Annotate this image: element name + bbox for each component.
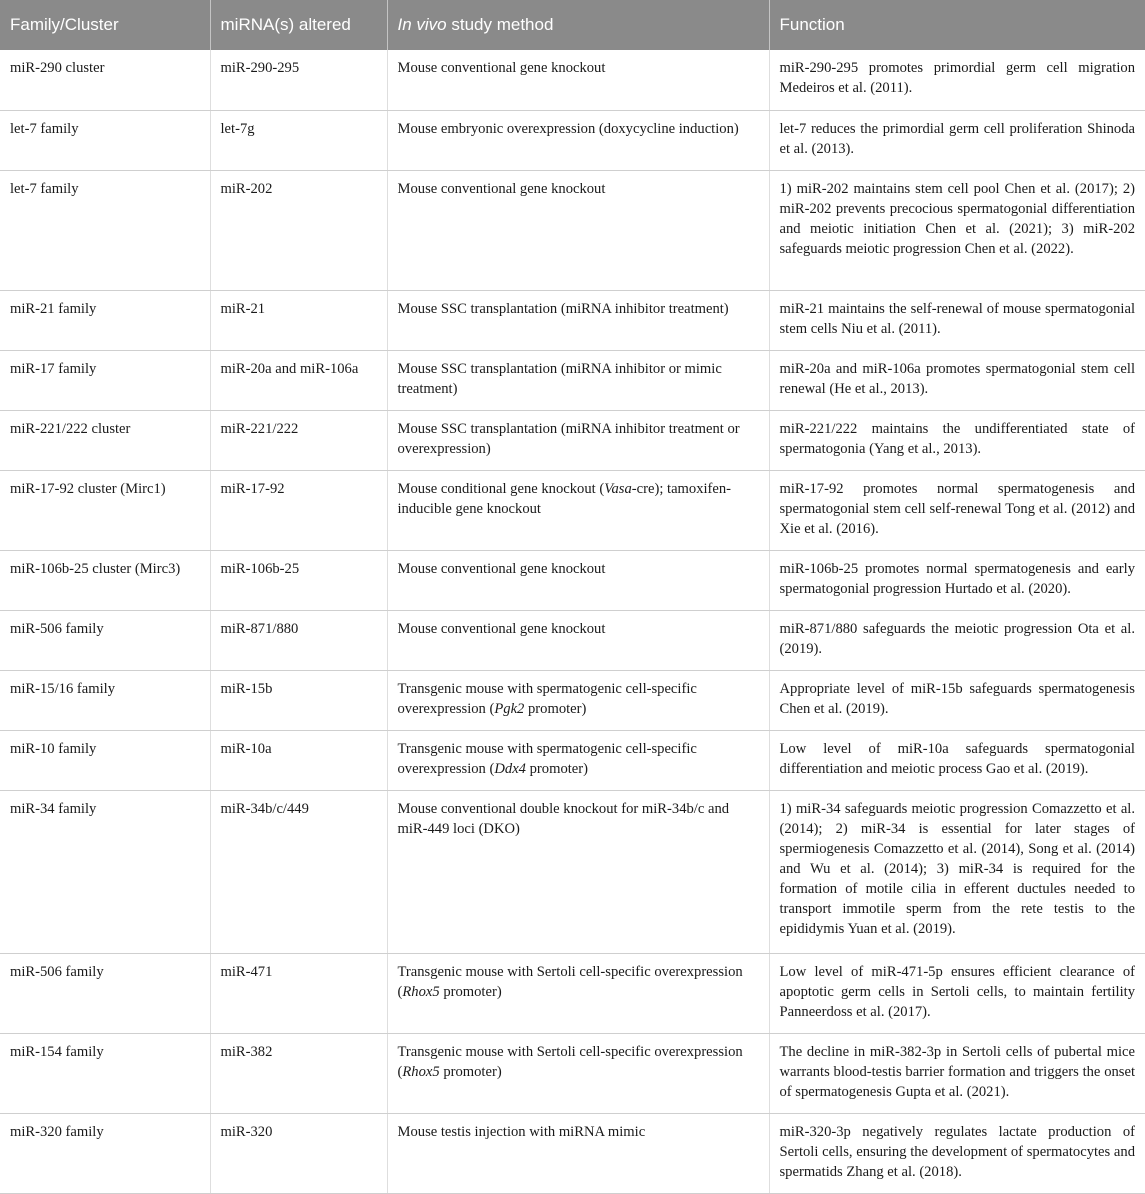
cell-function: miR-221/222 maintains the undifferentiated state of spermatogonia (Yang et al., 2013). (769, 410, 1145, 470)
cell-method: Mouse SSC transplantation (miRNA inhibitor treatment) (387, 290, 769, 350)
cell-method: Mouse conventional gene knockout (387, 170, 769, 290)
cell-mirna: miR-382 (210, 1033, 387, 1113)
method-text: promoter) (525, 760, 588, 777)
table-row (0, 550, 1145, 610)
table-row (0, 470, 1145, 550)
cell-method (387, 1033, 769, 1113)
method-text: Transgenic mouse with spermatogenic cell-specific overexpression ( (397, 740, 697, 777)
cell-family: miR-34 family (0, 790, 210, 953)
cell-method (387, 670, 769, 730)
cell-mirna: miR-106b-25 (210, 550, 387, 610)
cell-family: miR-21 family (0, 290, 210, 350)
table-row (0, 410, 1145, 470)
cell-mirna: miR-290-295 (210, 50, 387, 110)
cell-method: Mouse SSC transplantation (miRNA inhibitor or mimic treatment) (387, 350, 769, 410)
cell-family: miR-506 family (0, 610, 210, 670)
cell-mirna: miR-15b (210, 670, 387, 730)
header-family-cluster: Family/Cluster (0, 0, 210, 50)
method-text: promoter) (439, 1063, 502, 1080)
cell-family: miR-17-92 cluster (Mirc1) (0, 470, 210, 550)
table-header (0, 0, 1145, 50)
cell-function: 1) miR-202 maintains stem cell pool Chen et al. (2017); 2) miR-202 prevents precocious spermatogonial differentiation and meiotic initiation Chen et al. (2021); 3) miR-202 safeguards meiotic progression Chen et al. (2022). (769, 170, 1145, 290)
header-function: Function (769, 0, 1145, 50)
cell-mirna: miR-17-92 (210, 470, 387, 550)
cell-function: 1) miR-34 safeguards meiotic progression Comazzetto et al. (2014); 2) miR-34 is essential for later stages of spermiogenesis Comazzetto et al. (2014), Song et al. (2014) and Wu et al. (2014); 3) miR-34 is required for the formation of motile cilia in efferent ductules needed to transport immotile sperm from the rete testis to the epididymis Yuan et al. (2019). (769, 790, 1145, 953)
header-in-vivo-method (387, 0, 769, 50)
table-row (0, 50, 1145, 110)
cell-mirna: miR-320 (210, 1113, 387, 1193)
gene-name: Rhox5 (402, 1063, 440, 1080)
cell-family: miR-106b-25 cluster (Mirc3) (0, 550, 210, 610)
gene-name: Ddx4 (494, 760, 526, 777)
cell-function: The decline in miR-382-3p in Sertoli cells of pubertal mice warrants blood-testis barrier formation and triggers the onset of spermatogenesis Gupta et al. (2021). (769, 1033, 1145, 1113)
table-row (0, 350, 1145, 410)
method-text: promoter) (439, 983, 502, 1000)
table-row (0, 290, 1145, 350)
table-row (0, 790, 1145, 953)
cell-method: Mouse conventional gene knockout (387, 610, 769, 670)
cell-function: let-7 reduces the primordial germ cell proliferation Shinoda et al. (2013). (769, 110, 1145, 170)
method-text: Transgenic mouse with Sertoli cell-specific overexpression ( (397, 1043, 743, 1080)
gene-name: Rhox5 (402, 983, 440, 1000)
table-row (0, 730, 1145, 790)
table-row (0, 953, 1145, 1033)
header-mirna-altered: miRNA(s) altered (210, 0, 387, 50)
table-row (0, 670, 1145, 730)
cell-method: Mouse conventional gene knockout (387, 50, 769, 110)
method-text: Mouse conditional gene knockout ( (397, 480, 605, 497)
cell-mirna: miR-34b/c/449 (210, 790, 387, 953)
cell-function: miR-21 maintains the self-renewal of mouse spermatogonial stem cells Niu et al. (2011). (769, 290, 1145, 350)
cell-family: miR-15/16 family (0, 670, 210, 730)
cell-mirna: let-7g (210, 110, 387, 170)
method-text: promoter) (524, 700, 587, 717)
cell-function: miR-106b-25 promotes normal spermatogenesis and early spermatogonial progression Hurtado et al. (2020). (769, 550, 1145, 610)
method-text: Transgenic mouse with spermatogenic cell-specific overexpression ( (397, 680, 697, 717)
cell-method (387, 470, 769, 550)
cell-family: miR-290 cluster (0, 50, 210, 110)
table-row (0, 610, 1145, 670)
table-row (0, 1033, 1145, 1113)
cell-function: Low level of miR-471-5p ensures efficient clearance of apoptotic germ cells in Sertoli cells, to maintain fertility Panneerdoss et al. (2017). (769, 953, 1145, 1033)
cell-method: Mouse embryonic overexpression (doxycycline induction) (387, 110, 769, 170)
cell-function: Appropriate level of miR-15b safeguards spermatogenesis Chen et al. (2019). (769, 670, 1145, 730)
table-row (0, 110, 1145, 170)
cell-mirna: miR-221/222 (210, 410, 387, 470)
cell-family: let-7 family (0, 170, 210, 290)
gene-name: Pgk2 (494, 700, 525, 717)
cell-family: miR-506 family (0, 953, 210, 1033)
cell-family: miR-221/222 cluster (0, 410, 210, 470)
cell-method: Mouse conventional gene knockout (387, 550, 769, 610)
method-text: Transgenic mouse with Sertoli cell-specific overexpression ( (397, 963, 743, 1000)
cell-family: miR-17 family (0, 350, 210, 410)
cell-function: miR-290-295 promotes primordial germ cell migration Medeiros et al. (2011). (769, 50, 1145, 110)
cell-function: miR-17-92 promotes normal spermatogenesis and spermatogonial stem cell self-renewal Tong et al. (2012) and Xie et al. (2016). (769, 470, 1145, 550)
header-in-vivo-italic: In vivo (397, 15, 447, 34)
cell-family: miR-154 family (0, 1033, 210, 1113)
method-text: -cre); tamoxifen-inducible gene knockout (397, 480, 732, 517)
table-row (0, 170, 1145, 290)
cell-mirna: miR-10a (210, 730, 387, 790)
table-body (0, 50, 1145, 1193)
cell-mirna: miR-871/880 (210, 610, 387, 670)
cell-mirna: miR-20a and miR-106a (210, 350, 387, 410)
cell-method: Mouse testis injection with miRNA mimic (387, 1113, 769, 1193)
cell-method: Mouse SSC transplantation (miRNA inhibitor treatment or overexpression) (387, 410, 769, 470)
cell-mirna: miR-471 (210, 953, 387, 1033)
gene-name: Vasa (604, 480, 632, 497)
cell-method (387, 953, 769, 1033)
cell-method (387, 730, 769, 790)
cell-family: miR-10 family (0, 730, 210, 790)
cell-method: Mouse conventional double knockout for miR-34b/c and miR-449 loci (DKO) (387, 790, 769, 953)
header-row (0, 0, 1145, 50)
cell-function: miR-320-3p negatively regulates lactate production of Sertoli cells, ensuring the development of spermatocytes and spermatids Zhang et al. (2018). (769, 1113, 1145, 1193)
cell-mirna: miR-202 (210, 170, 387, 290)
cell-function: miR-871/880 safeguards the meiotic progression Ota et al. (2019). (769, 610, 1145, 670)
table-row (0, 1113, 1145, 1193)
cell-function: Low level of miR-10a safeguards spermatogonial differentiation and meiotic process Gao et al. (2019). (769, 730, 1145, 790)
cell-function: miR-20a and miR-106a promotes spermatogonial stem cell renewal (He et al., 2013). (769, 350, 1145, 410)
cell-family: miR-320 family (0, 1113, 210, 1193)
cell-mirna: miR-21 (210, 290, 387, 350)
cell-family: let-7 family (0, 110, 210, 170)
header-method-rest: study method (446, 15, 554, 34)
